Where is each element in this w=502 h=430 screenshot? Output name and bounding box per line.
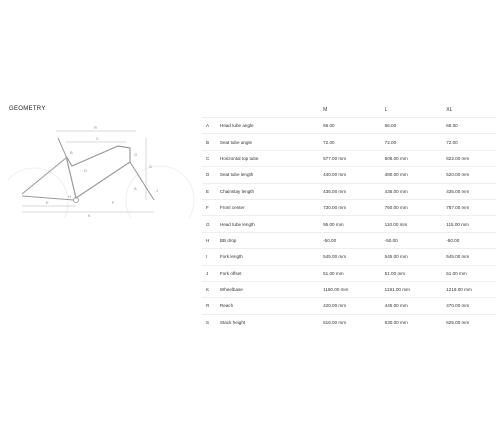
row-key: R [202, 298, 220, 314]
row-value-m: 616.00 mm [323, 314, 385, 330]
row-name: Chainstay length [220, 183, 323, 199]
row-key: B [202, 134, 220, 150]
table-row [202, 232, 496, 248]
row-name: Reach [220, 298, 323, 314]
row-name: Fork length [220, 249, 323, 265]
row-value-m: 51.00 mm [323, 265, 385, 281]
row-value-m: -50.00 [323, 232, 385, 248]
diagram-label-s: S [149, 164, 152, 169]
rear-wheel [8, 168, 68, 218]
row-key: D [202, 167, 220, 183]
table-header-row [202, 102, 496, 118]
row-value-l: -50.00 [385, 232, 447, 248]
row-key: H [202, 232, 220, 248]
header-size-m: M [323, 106, 328, 113]
table-row [202, 199, 496, 215]
row-value-xl: 787.00 mm [446, 199, 496, 215]
row-value-l: 1191.00 mm [385, 281, 447, 297]
row-value-m: 440.00 mm [323, 167, 385, 183]
diagram-label-g: G [134, 152, 138, 157]
row-value-m: 66.00 [323, 118, 385, 134]
row-value-xl: 520.00 mm [446, 167, 496, 183]
row-key: J [202, 265, 220, 281]
row-name: Stack height [220, 314, 323, 330]
header-name [220, 102, 323, 118]
header-size-l: L [384, 106, 388, 113]
row-value-l: 110.00 mm [385, 216, 447, 232]
section-title: GEOMETRY [9, 106, 46, 112]
diagram-label-a: A [134, 186, 137, 191]
row-value-m: 435.00 mm [323, 183, 385, 199]
row-key: F [202, 199, 220, 215]
table-row [202, 118, 496, 134]
row-key: S [202, 314, 220, 330]
diagram-label-c: C [96, 136, 99, 141]
diagram-label-e: E [46, 200, 49, 205]
table-row [202, 298, 496, 314]
row-value-l: 435.00 mm [385, 183, 447, 199]
row-value-xl: 470.00 mm [446, 298, 496, 314]
table-row [202, 314, 496, 330]
table-row [202, 265, 496, 281]
row-key: A [202, 118, 220, 134]
row-value-xl: 72.00 [446, 134, 496, 150]
row-value-l: 480.00 mm [385, 167, 447, 183]
table-row [202, 167, 496, 183]
row-value-l: 66.00 [385, 118, 447, 134]
row-value-m: 420.00 mm [323, 298, 385, 314]
row-value-xl: 545.00 mm [446, 249, 496, 265]
row-value-m: 95.00 mm [323, 216, 385, 232]
row-name: Horizontal top tube [220, 150, 323, 166]
front-wheel [126, 166, 194, 218]
seat-stay [22, 158, 66, 194]
geometry-table [202, 102, 496, 330]
diagram-label-h: H [68, 194, 71, 199]
table-row [202, 281, 496, 297]
table-row [202, 183, 496, 199]
diagram-label-i: I [140, 176, 142, 181]
row-value-xl: 51.00 mm [446, 265, 496, 281]
diagram-label-j: J [156, 188, 158, 193]
row-value-xl: 625.00 mm [446, 314, 496, 330]
header-key [202, 102, 220, 118]
row-name: Front center [220, 199, 323, 215]
row-key: I [202, 249, 220, 265]
row-value-xl: 115.00 mm [446, 216, 496, 232]
row-value-m: 730.00 mm [323, 199, 385, 215]
frame-outline [66, 146, 130, 198]
row-key: G [202, 216, 220, 232]
table-row [202, 134, 496, 150]
header-size-xl: XL [446, 106, 453, 113]
seat-post [58, 138, 66, 156]
row-value-l: 445.00 mm [385, 298, 447, 314]
row-name: BB drop [220, 232, 323, 248]
bike-geometry-diagram [8, 118, 198, 218]
row-value-l: 51.00 mm [385, 265, 447, 281]
row-value-l: 630.00 mm [385, 314, 447, 330]
diagram-label-b: B [70, 150, 73, 155]
row-name: Seat tube angle [220, 134, 323, 150]
row-value-xl: 66.00 [446, 118, 496, 134]
row-value-l: 760.00 mm [385, 199, 447, 215]
table-row [202, 216, 496, 232]
diagram-label-k: K [88, 213, 91, 218]
table-row [202, 150, 496, 166]
row-name: Head tube length [220, 216, 323, 232]
row-value-xl: 622.00 mm [446, 150, 496, 166]
row-value-m: 72.00 [323, 134, 385, 150]
row-value-m: 577.00 mm [323, 150, 385, 166]
diagram-label-d: D [84, 168, 87, 173]
row-key: C [202, 150, 220, 166]
row-value-xl: 435.00 mm [446, 183, 496, 199]
row-value-l: 545.00 mm [385, 249, 447, 265]
row-value-xl: 1218.00 mm [446, 281, 496, 297]
row-value-xl: -50.00 [446, 232, 496, 248]
row-name: Head tube angle [220, 118, 323, 134]
row-name: Wheelbase [220, 281, 323, 297]
row-value-m: 545.00 mm [323, 249, 385, 265]
diagram-label-r: R [94, 125, 97, 130]
row-name: Seat tube length [220, 167, 323, 183]
diagram-label-f: F [112, 200, 115, 205]
row-key: E [202, 183, 220, 199]
row-value-m: 1160.00 mm [323, 281, 385, 297]
row-name: Fork offset [220, 265, 323, 281]
row-value-l: 72.00 [385, 134, 447, 150]
row-value-l: 606.00 mm [385, 150, 447, 166]
row-key: K [202, 281, 220, 297]
table-row [202, 249, 496, 265]
